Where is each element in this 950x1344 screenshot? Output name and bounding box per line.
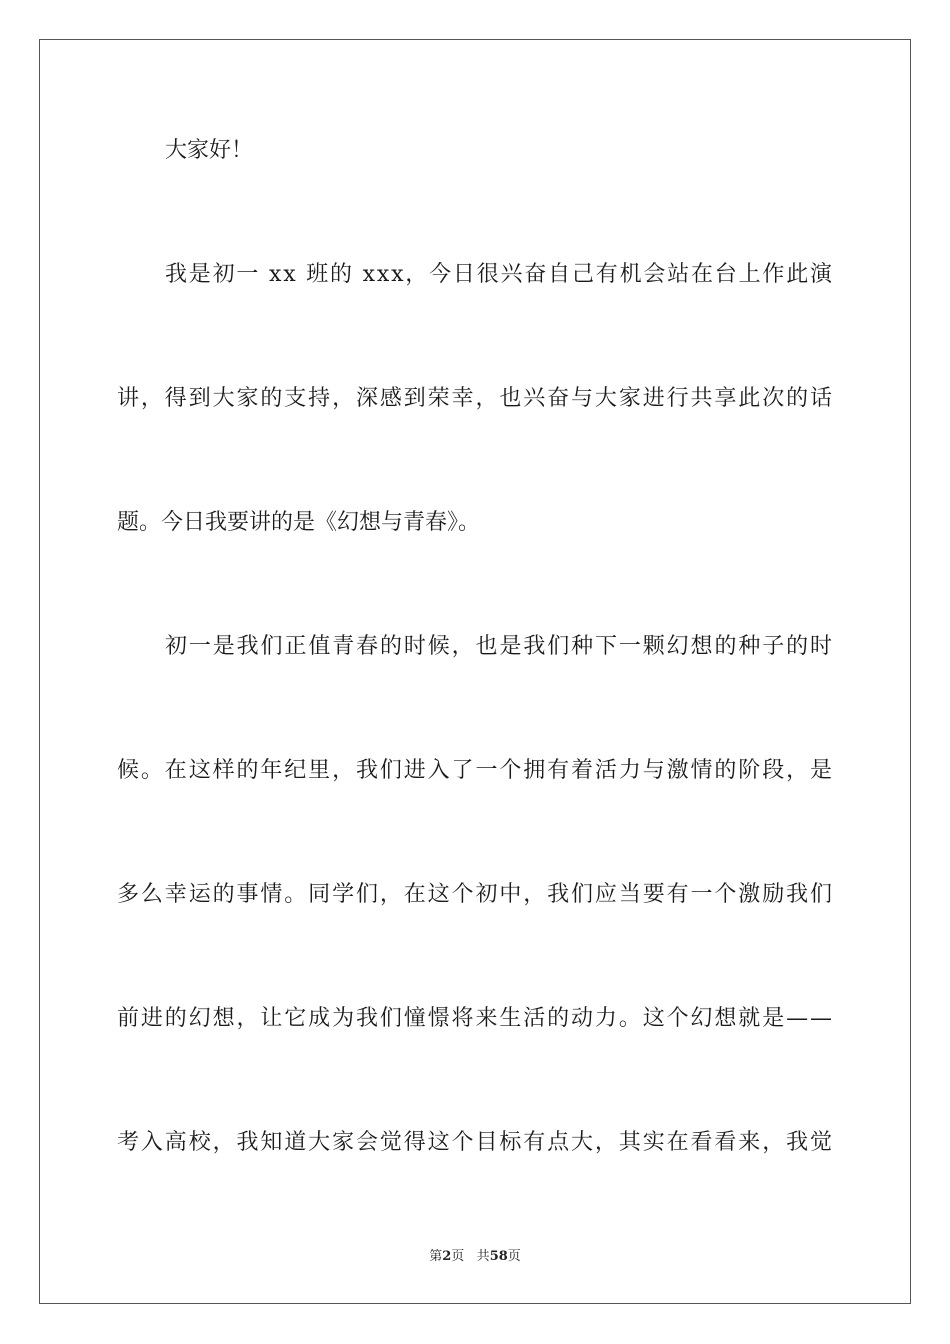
footer-total-suffix: 页 [507,1249,521,1264]
paragraph-2-line-1: 初一是我们正值青春的时候，也是我们种下一颗幻想的种子的时 [165,634,834,659]
paragraph-2-line-3: 多么幸运的事情。同学们，在这个初中，我们应当要有一个激励我们 [117,882,834,907]
footer-total-prefix: 共 [476,1249,490,1264]
paragraph-2-line-2: 候。在这样的年纪里，我们进入了一个拥有着活力与激情的阶段，是 [117,758,834,783]
paragraph-1-line-3: 题。今日我要讲的是《幻想与青春》。 [117,510,481,535]
paragraph-2-line-4: 前进的幻想，让它成为我们憧憬将来生活的动力。这个幻想就是—— [117,1006,834,1031]
page-footer [0,1248,950,1266]
total-page-count: 58 [489,1249,508,1264]
paragraph-1-line-2: 讲，得到大家的支持，深感到荣幸，也兴奋与大家进行共享此次的话 [117,386,834,411]
current-page-number: 2 [442,1249,452,1264]
footer-page-suffix: 页 [451,1249,465,1264]
footer-prefix: 第 [429,1249,443,1264]
paragraph-1-line-1: 我是初一 xx 班的 xxx，今日很兴奋自己有机会站在台上作此演 [165,262,834,287]
greeting-line: 大家好！ [165,138,254,163]
paragraph-2-line-5: 考入高校，我知道大家会觉得这个目标有点大，其实在看看来，我觉 [117,1130,834,1155]
page-border [39,39,911,1304]
